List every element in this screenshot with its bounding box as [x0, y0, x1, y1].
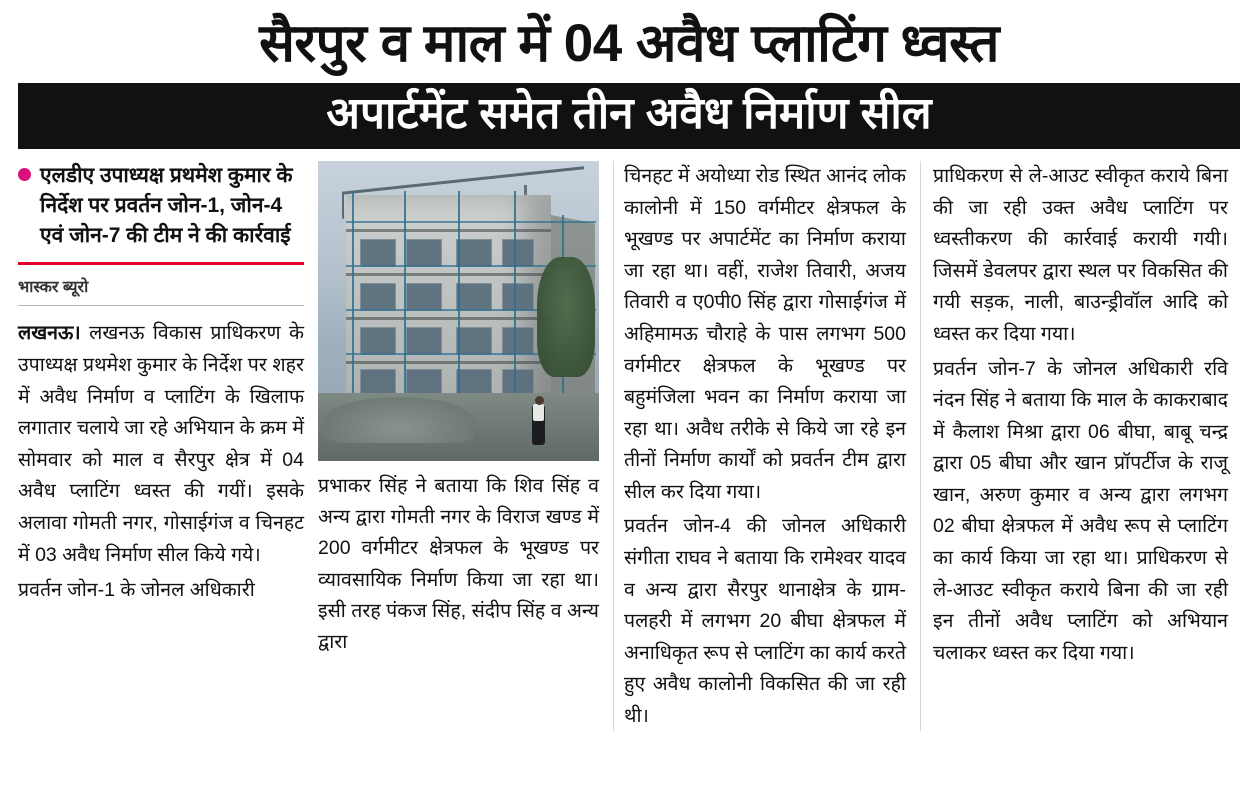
column-four-paragraph-1: प्राधिकरण से ले-आउट स्वीकृत कराये बिना की जा रही उक्त अवैध प्लाटिंग पर ध्वस्तीकरण की कार्रवाई करायी गयी। जिसमें डेवलपर द्वारा स्थल पर विकसित की गयी सड़क, नाली, बाउन्ड्रीवॉल आदि को ध्वस्त कर दिया गया।	[933, 165, 1228, 345]
column-one-text-1: लखनऊ विकास प्राधिकरण के उपाध्यक्ष प्रथमेश कुमार के निर्देश पर शहर में अवैध निर्माण व प्लाटिंग के खिलाफ लगातार चलाये जा रहे अभियान के क्रम में सोमवार को माल व सैरपुर क्षेत्र में 04 अवैध प्लाटिंग ध्वस्त की गयीं। इसके अलावा गोमती नगर, गोसाईगंज व चिनहट में 03 अवैध निर्माण सील किये गये।	[18, 322, 304, 566]
column-one-paragraph-2: प्रवर्तन जोन-1 के जोनल अधिकारी	[18, 579, 255, 602]
page-title: सैरपुर व माल में 04 अवैध प्लाटिंग ध्वस्त	[259, 14, 999, 73]
photo-caption: प्रभाकर सिंह ने बताया कि शिव सिंह व अन्य द्वारा गोमती नगर के विराज खण्ड में 200 वर्गमीटर क्षेत्रफल के भूखण्ड पर व्यावसायिक निर्माण किया जा रहा था। इसी तरह पंकज सिंह, संदीप सिंह व अन्य द्वारा	[318, 475, 599, 653]
photo-tree	[537, 257, 595, 377]
column-three-paragraph-2: प्रवर्तन जोन-4 की जोनल अधिकारी संगीता राघव ने बताया कि रामेश्वर यादव व अन्य द्वारा सैरपुर थानाक्षेत्र के ग्राम-पलहरी में लगभग 20 बीघा क्षेत्रफल में अनाधिकृत रूप से प्लाटिंग का कार्य करते हुए अवैध कालोनी विकसित की जा रही थी।	[624, 515, 906, 727]
dateline: लखनऊ।	[18, 322, 81, 345]
byline: भास्कर ब्यूरो	[18, 279, 89, 297]
article-columns	[18, 161, 1240, 731]
column-three-body	[624, 161, 906, 732]
column-four-body	[933, 161, 1228, 669]
column-one	[18, 161, 318, 731]
column-one-body	[18, 318, 304, 606]
photo-person-head	[535, 396, 544, 405]
construction-building-photo	[318, 161, 599, 461]
divider-grey	[18, 305, 304, 306]
kicker-text: एलडीए उपाध्यक्ष प्रथमेश कुमार के निर्देश पर प्रवर्तन जोन-1, जोन-4 एवं जोन-7 की टीम ने की कार्रवाई	[40, 164, 293, 247]
newspaper-page	[0, 14, 1258, 805]
subheadline-band: अपार्टमेंट समेत तीन अवैध निर्माण सील	[18, 83, 1240, 149]
photo-rubble	[324, 397, 474, 443]
column-two	[318, 161, 613, 731]
divider-red	[18, 262, 304, 265]
column-three	[613, 161, 920, 731]
photo-person-shirt	[533, 404, 544, 421]
column-three-paragraph-1: चिनहट में अयोध्या रोड स्थित आनंद लोक कालोनी में 150 वर्गमीटर क्षेत्रफल के भूखण्ड पर अपार्टमेंट का निर्माण कराया जा रहा था। वहीं, राजेश तिवारी, अजय तिवारी व ए0पी0 सिंह द्वारा गोसाईगंज में अहिमामऊ चौराहे के पास लगभग 500 वर्गमीटर क्षेत्रफल के भूखण्ड पर बहुमंजिला भवन का निर्माण कराया जा रहा था। अवैध तरीके से किये जा रहे इन तीनों निर्माण कार्यों को प्रवर्तन टीम द्वारा सील कर दिया गया।	[624, 165, 906, 503]
column-four-paragraph-2: प्रवर्तन जोन-7 के जोनल अधिकारी रवि नंदन सिंह ने बताया कि माल के काकराबाद में कैलाश मिश्रा द्वारा 06 बीघा, बाबू चन्द्र द्वारा 05 बीघा और खान प्रॉपर्टीज के राजू खान, अरुण कुमार व अन्य द्वारा लगभग 02 बीघा क्षेत्रफल में अवैध रूप से प्लाटिंग का कार्य किया जा रहा था। प्राधिकरण से ले-आउट स्वीकृत कराये बिना की जा रही इन तीनों अवैध प्लाटिंग को अभियान चलाकर ध्वस्त कर दिया गया।	[933, 357, 1228, 664]
bullet-dot-icon	[18, 168, 31, 181]
column-one-paragraph-1	[18, 318, 304, 571]
kicker-block	[18, 161, 304, 250]
column-four	[920, 161, 1228, 731]
